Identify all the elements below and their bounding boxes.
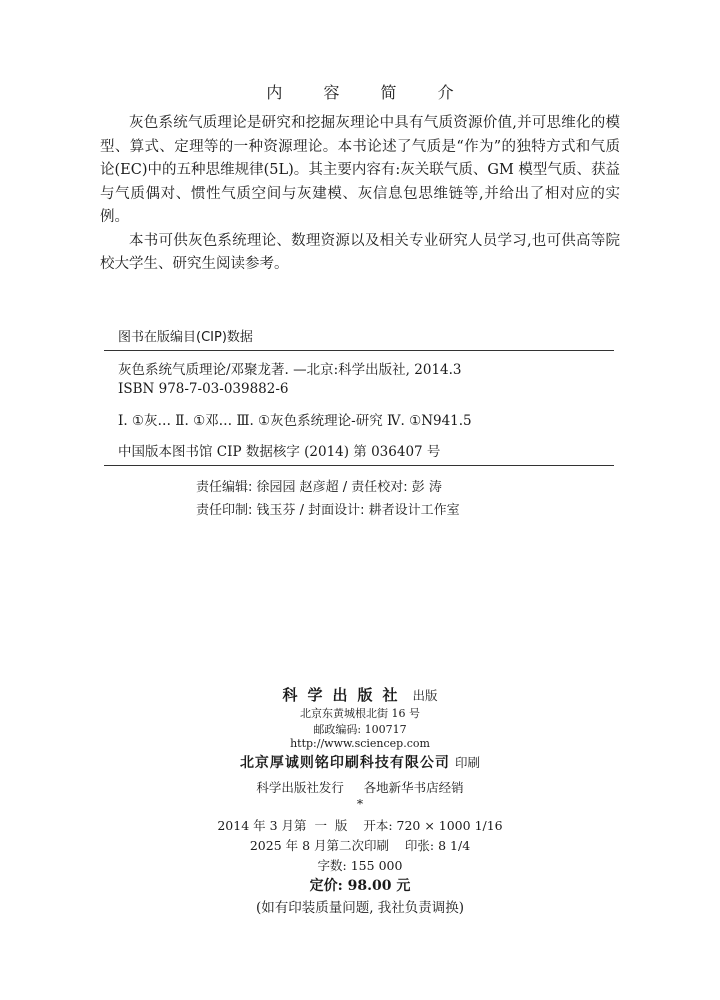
publisher-address: 北京东黄城根北街 16 号 — [300, 707, 420, 720]
cip-classification-line: Ⅰ. ①灰… Ⅱ. ①邓… Ⅲ. ①灰色系统理论-研究 Ⅳ. ①N941.5 — [118, 413, 472, 429]
intro-paragraph-2: 本书可供灰色系统理论、数理资源以及相关专业研究人员学习,也可供高等院校大学生、研究生阅读参考。 — [100, 232, 620, 272]
printer-line — [0, 752, 720, 772]
cip-bottom-rule — [104, 465, 614, 466]
distribution-line: 科学出版社发行 各地新华书店经销 — [256, 780, 464, 795]
word-count: 字数: 155 000 — [317, 858, 403, 873]
cip-title-line: 灰色系统气质理论/邓聚龙著. —北京:科学出版社, 2014.3 — [118, 362, 462, 378]
quality-notice: (如有印装质量问题, 我社负责调换) — [255, 900, 465, 916]
edition-line: 2014 年 3 月第 一 版 开本: 720 × 1000 1/16 — [217, 818, 503, 833]
cip-record-line: 中国版本图书馆 CIP 数据核字 (2014) 第 036407 号 — [118, 444, 441, 460]
printer-suffix: 印刷 — [455, 755, 481, 770]
publisher-line — [0, 684, 720, 705]
intro-title: 内 容 简 介 — [266, 83, 472, 102]
staff-editors: 责任编辑: 徐园园 赵彦超 / 责任校对: 彭 涛 — [196, 480, 442, 495]
cip-heading: 图书在版编目(CIP)数据 — [118, 330, 253, 345]
intro-paragraph-1: 灰色系统气质理论是研究和挖掘灰理论中具有气质资源价值,并可思维化的模型、算式、定理等的一种资源理论。本书论述了气质是“作为”的独特方式和气质论(EC)中的五种思维规律(5L)。其主要内容有:灰关联气质、GM 模型气质、获益与气质偶对、惯性气质空间与灰建模、灰信息包思维链等,并给出了相对应的实例。 — [100, 115, 620, 225]
staff-production: 责任印制: 钱玉芬 / 封面设计: 耕者设计工作室 — [196, 503, 460, 518]
publisher-suffix: 出版 — [412, 688, 438, 703]
cip-isbn-line: ISBN 978-7-03-039882-6 — [118, 381, 289, 397]
price: 定价: 98.00 元 — [309, 878, 411, 894]
printer-name: 北京厚诚则铭印刷科技有限公司 — [239, 755, 450, 771]
separator-star: * — [356, 796, 364, 811]
cip-top-rule — [104, 350, 614, 351]
publisher-postcode: 邮政编码: 100717 — [313, 723, 407, 736]
publisher-website: http://www.sciencep.com — [290, 737, 430, 750]
publisher-name: 科学出版社 — [282, 686, 408, 704]
printing-line: 2025 年 8 月第二次印刷 印张: 8 1/4 — [249, 838, 471, 853]
intro-body — [100, 112, 620, 277]
